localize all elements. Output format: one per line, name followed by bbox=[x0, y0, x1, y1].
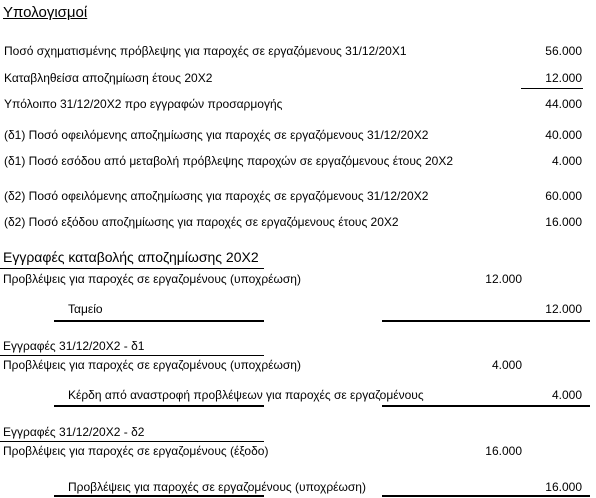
calc-label: (δ1) Ποσό οφειλόμενης αποζημίωσης για παροχές σε εργαζόμενους 31/12/20Χ2 bbox=[4, 128, 429, 142]
calc-label: (δ2) Ποσό εξόδου αποζημίωσης για παροχές σε εργαζόμενους έτους 20Χ2 bbox=[4, 215, 399, 229]
debit-amount: 4.000 bbox=[491, 358, 522, 372]
entry-line bbox=[54, 495, 264, 497]
calc-label: Ποσό σχηματισμένης πρόβλεψης για παροχές σε εργαζόμενους 31/12/20Χ1 bbox=[4, 44, 407, 58]
calc-label: (δ1) Ποσό εσόδου από μεταβολή πρόβλεψης παροχών σε εργαζόμενους έτους 20Χ2 bbox=[4, 154, 454, 168]
entry-heading: Εγγραφές 31/12/20Χ2 - δ1 bbox=[3, 339, 145, 353]
entry-heading: Εγγραφές καταβολής αποζημίωσης 20Χ2 bbox=[3, 249, 259, 265]
calc-label: (δ2) Ποσό οφειλόμενης αποζημίωσης για παροχές σε εργαζόμενους 31/12/20Χ2 bbox=[4, 189, 429, 203]
credit-amount: 4.000 bbox=[551, 388, 582, 402]
calc-value: 40.000 bbox=[545, 128, 582, 142]
entry-line bbox=[382, 320, 590, 322]
credit-account: Κέρδη από αναστροφή προβλέψεων για παροχές σε εργαζομένους bbox=[68, 388, 424, 402]
entry-line bbox=[382, 405, 590, 407]
debit-account: Προβλέψεις για παροχές σε εργαζομένους (υποχρέωση) bbox=[3, 358, 301, 372]
heading-underline bbox=[0, 268, 264, 269]
calc-label: Υπόλοιπο 31/12/20Χ2 προ εγγραφών προσαρμογής bbox=[4, 97, 283, 111]
debit-account: Προβλέψεις για παροχές σε εργαζομένους (υποχρέωση) bbox=[3, 272, 301, 286]
calc-value: 56.000 bbox=[545, 44, 582, 58]
calc-value: 60.000 bbox=[545, 189, 582, 203]
calc-value: 4.000 bbox=[551, 154, 582, 168]
entry-line bbox=[54, 320, 264, 322]
debit-account: Προβλέψεις για παροχές σε εργαζομένους (έξοδο) bbox=[3, 444, 269, 458]
calc-value: 12.000 bbox=[545, 71, 582, 85]
calc-value: 44.000 bbox=[545, 97, 582, 111]
page-title: Υπολογισμοί bbox=[3, 4, 88, 21]
credit-account: Προβλέψεις για παροχές σε εργαζομένους (υποχρέωση) bbox=[68, 480, 366, 494]
subtotal-line bbox=[521, 88, 583, 89]
credit-account: Ταμείο bbox=[68, 302, 103, 316]
entry-line bbox=[382, 495, 590, 497]
debit-amount: 12.000 bbox=[485, 272, 522, 286]
debit-amount: 16.000 bbox=[485, 444, 522, 458]
heading-underline bbox=[0, 441, 264, 442]
entry-heading: Εγγραφές 31/12/20Χ2 - δ2 bbox=[3, 425, 145, 439]
heading-underline bbox=[0, 355, 264, 356]
credit-amount: 16.000 bbox=[545, 480, 582, 494]
credit-amount: 12.000 bbox=[545, 302, 582, 316]
entry-line bbox=[54, 405, 264, 407]
calc-label: Καταβληθείσα αποζημίωση έτους 20Χ2 bbox=[4, 71, 213, 85]
calc-value: 16.000 bbox=[545, 215, 582, 229]
